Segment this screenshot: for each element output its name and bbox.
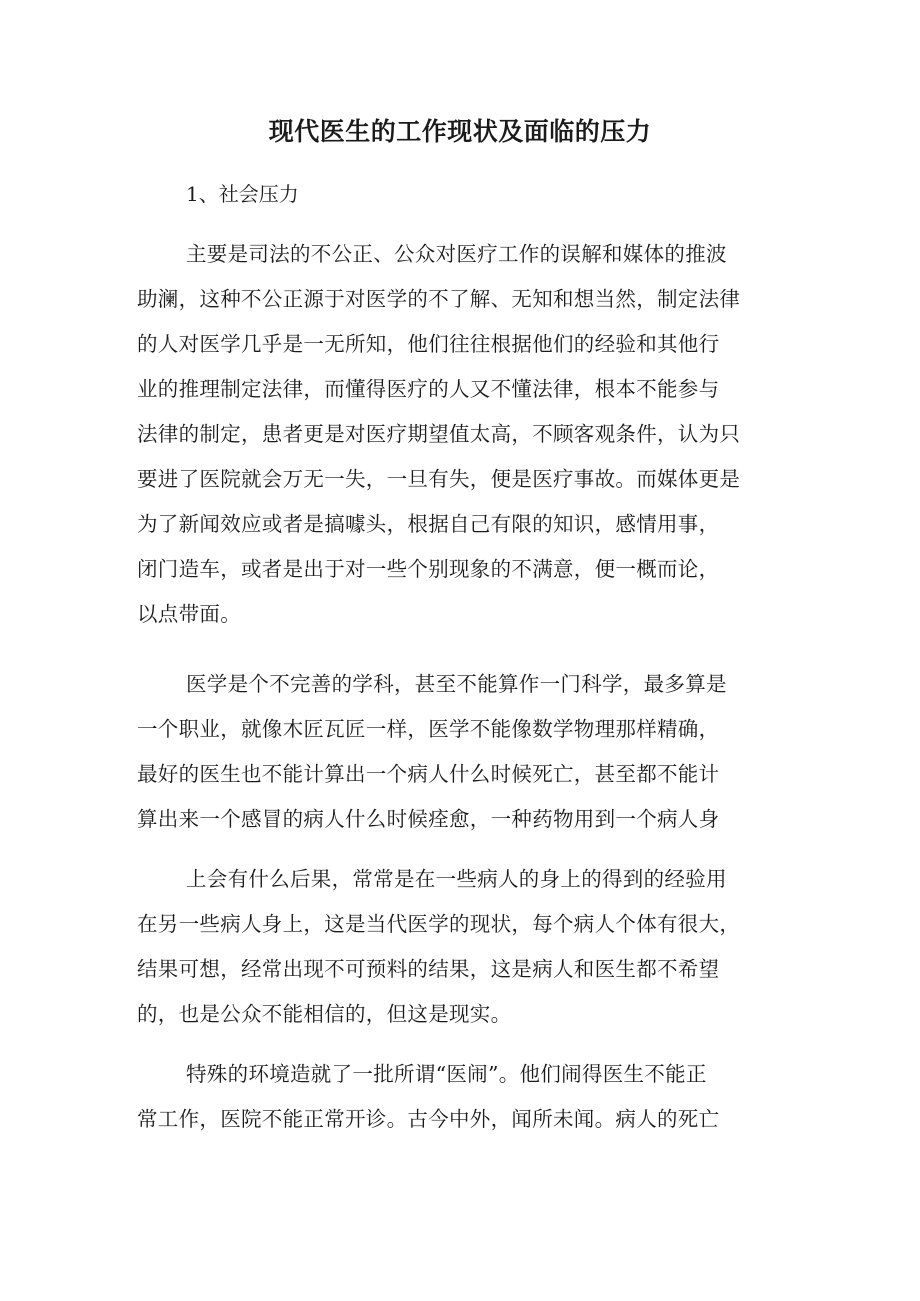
paragraph-line: 的，也是公众不能相信的，但这是现实。 (137, 1002, 512, 1026)
paragraph-line: 在另一些病人身上，这是当代医学的现状，每个病人个体有很大， (137, 912, 741, 936)
document-title: 现代医生的工作现状及面临的压力 (268, 117, 652, 146)
paragraph-line: 主要是司法的不公正、公众对医疗工作的误解和媒体的推波 (186, 242, 727, 266)
paragraph-line: 业的推理制定法律，而懂得医疗的人又不懂法律，根本不能参与 (137, 377, 720, 401)
section-heading: 1、社会压力 (186, 182, 299, 206)
paragraph-line: 以点带面。 (137, 602, 241, 626)
paragraph-line: 闭门造车，或者是出于对一些个别现象的不满意，便一概而论， (137, 557, 720, 581)
paragraph-line: 助澜，这种不公正源于对医学的不了解、无知和想当然，制定法律 (137, 287, 741, 311)
paragraph-line: 医学是个不完善的学科，甚至不能算作一门科学，最多算是 (186, 672, 727, 696)
paragraph-line: 的人对医学几乎是一无所知，他们往往根据他们的经验和其他行 (137, 332, 720, 356)
paragraph-line: 为了新闻效应或者是搞噱头，根据自己有限的知识，感情用事， (137, 512, 720, 536)
paragraph-line: 最好的医生也不能计算出一个病人什么时候死亡，甚至都不能计 (137, 762, 720, 786)
paragraph-line: 上会有什么后果，常常是在一些病人的身上的得到的经验用 (186, 867, 727, 891)
paragraph-line: 常工作，医院不能正常开诊。古今中外，闻所未闻。病人的死亡 (137, 1107, 720, 1131)
paragraph-line: 要进了医院就会万无一失，一旦有失，便是医疗事故。而媒体更是 (137, 467, 741, 491)
paragraph-line: 结果可想，经常出现不可预料的结果，这是病人和医生都不希望 (137, 957, 720, 981)
paragraph-line: 特殊的环境造就了一批所谓“医闹”。他们闹得医生不能正 (186, 1062, 707, 1086)
paragraph-line: 一个职业，就像木匠瓦匠一样，医学不能像数学物理那样精确， (137, 717, 720, 741)
paragraph-line: 算出来一个感冒的病人什么时候痊愈，一种药物用到一个病人身 (137, 807, 720, 831)
paragraph-line: 法律的制定，患者更是对医疗期望值太高，不顾客观条件，认为只 (137, 422, 741, 446)
